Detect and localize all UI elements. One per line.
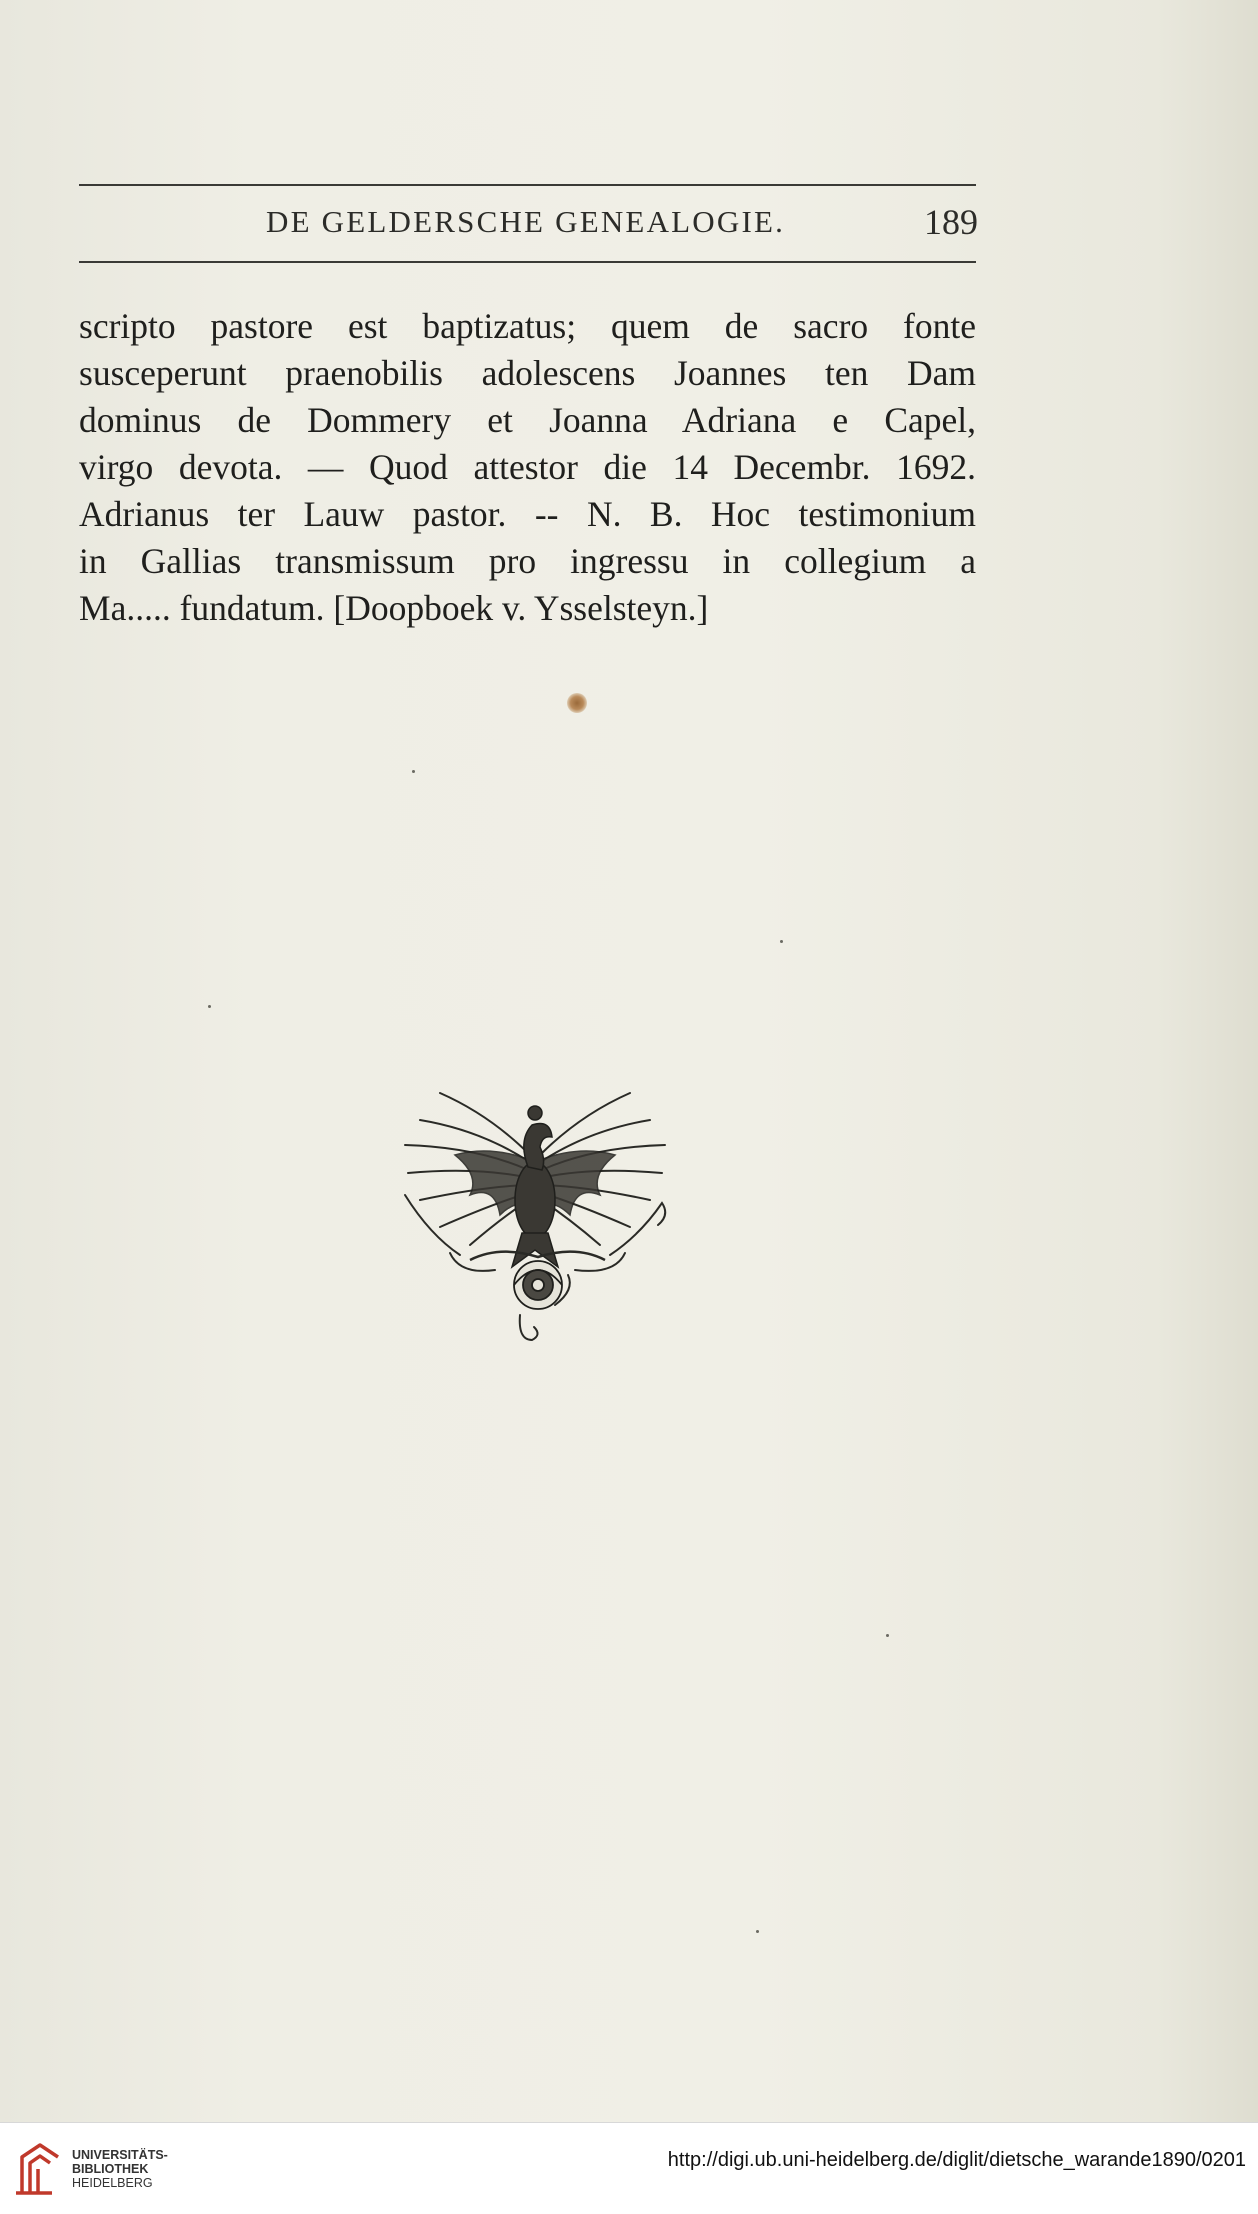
text-line: susceperunt praenobilis adolescens Joannes ten Dam: [79, 353, 976, 393]
library-name-line3: HEIDELBERG: [72, 2176, 153, 2190]
eagle-vignette-icon: [400, 1085, 670, 1350]
library-footer: [0, 2122, 1258, 2214]
library-name-line2: BIBLIOTHEK: [72, 2162, 149, 2176]
text-line: dominus de Dommery et Joanna Adriana e Capel,: [79, 400, 976, 440]
paper-speck: [412, 770, 415, 773]
text-line: Ma..... fundatum. [Doopboek v. Ysselsteyn.]: [79, 588, 709, 628]
paper-speck: [756, 1930, 759, 1933]
header-top-rule: [79, 184, 976, 186]
text-line: virgo devota. — Quod attestor die 14 Decembr. 1692.: [79, 447, 976, 487]
page-number: 189: [924, 202, 978, 242]
paper-speck: [886, 1634, 889, 1637]
text-line: in Gallias transmissum pro ingressu in collegium a: [79, 541, 976, 581]
library-logo-icon[interactable]: [12, 2139, 68, 2199]
source-url-link[interactable]: http://digi.ub.uni-heidelberg.de/diglit/dietsche_warande1890/0201: [667, 2149, 1246, 2171]
header-bottom-rule: [79, 261, 976, 263]
paper-speck: [780, 940, 783, 943]
text-line: Adrianus ter Lauw pastor. -- N. B. Hoc testimonium: [79, 494, 976, 534]
paper-stain: [567, 693, 587, 713]
text-line: scripto pastore est baptizatus; quem de sacro fonte: [79, 306, 976, 346]
paper-speck: [208, 1005, 211, 1008]
library-name: [72, 2148, 168, 2190]
library-name-line1: UNIVERSITÄTS-: [72, 2148, 168, 2162]
body-paragraph: [79, 303, 976, 632]
running-title: DE GELDERSCHE GENEALOGIE.: [266, 204, 786, 239]
